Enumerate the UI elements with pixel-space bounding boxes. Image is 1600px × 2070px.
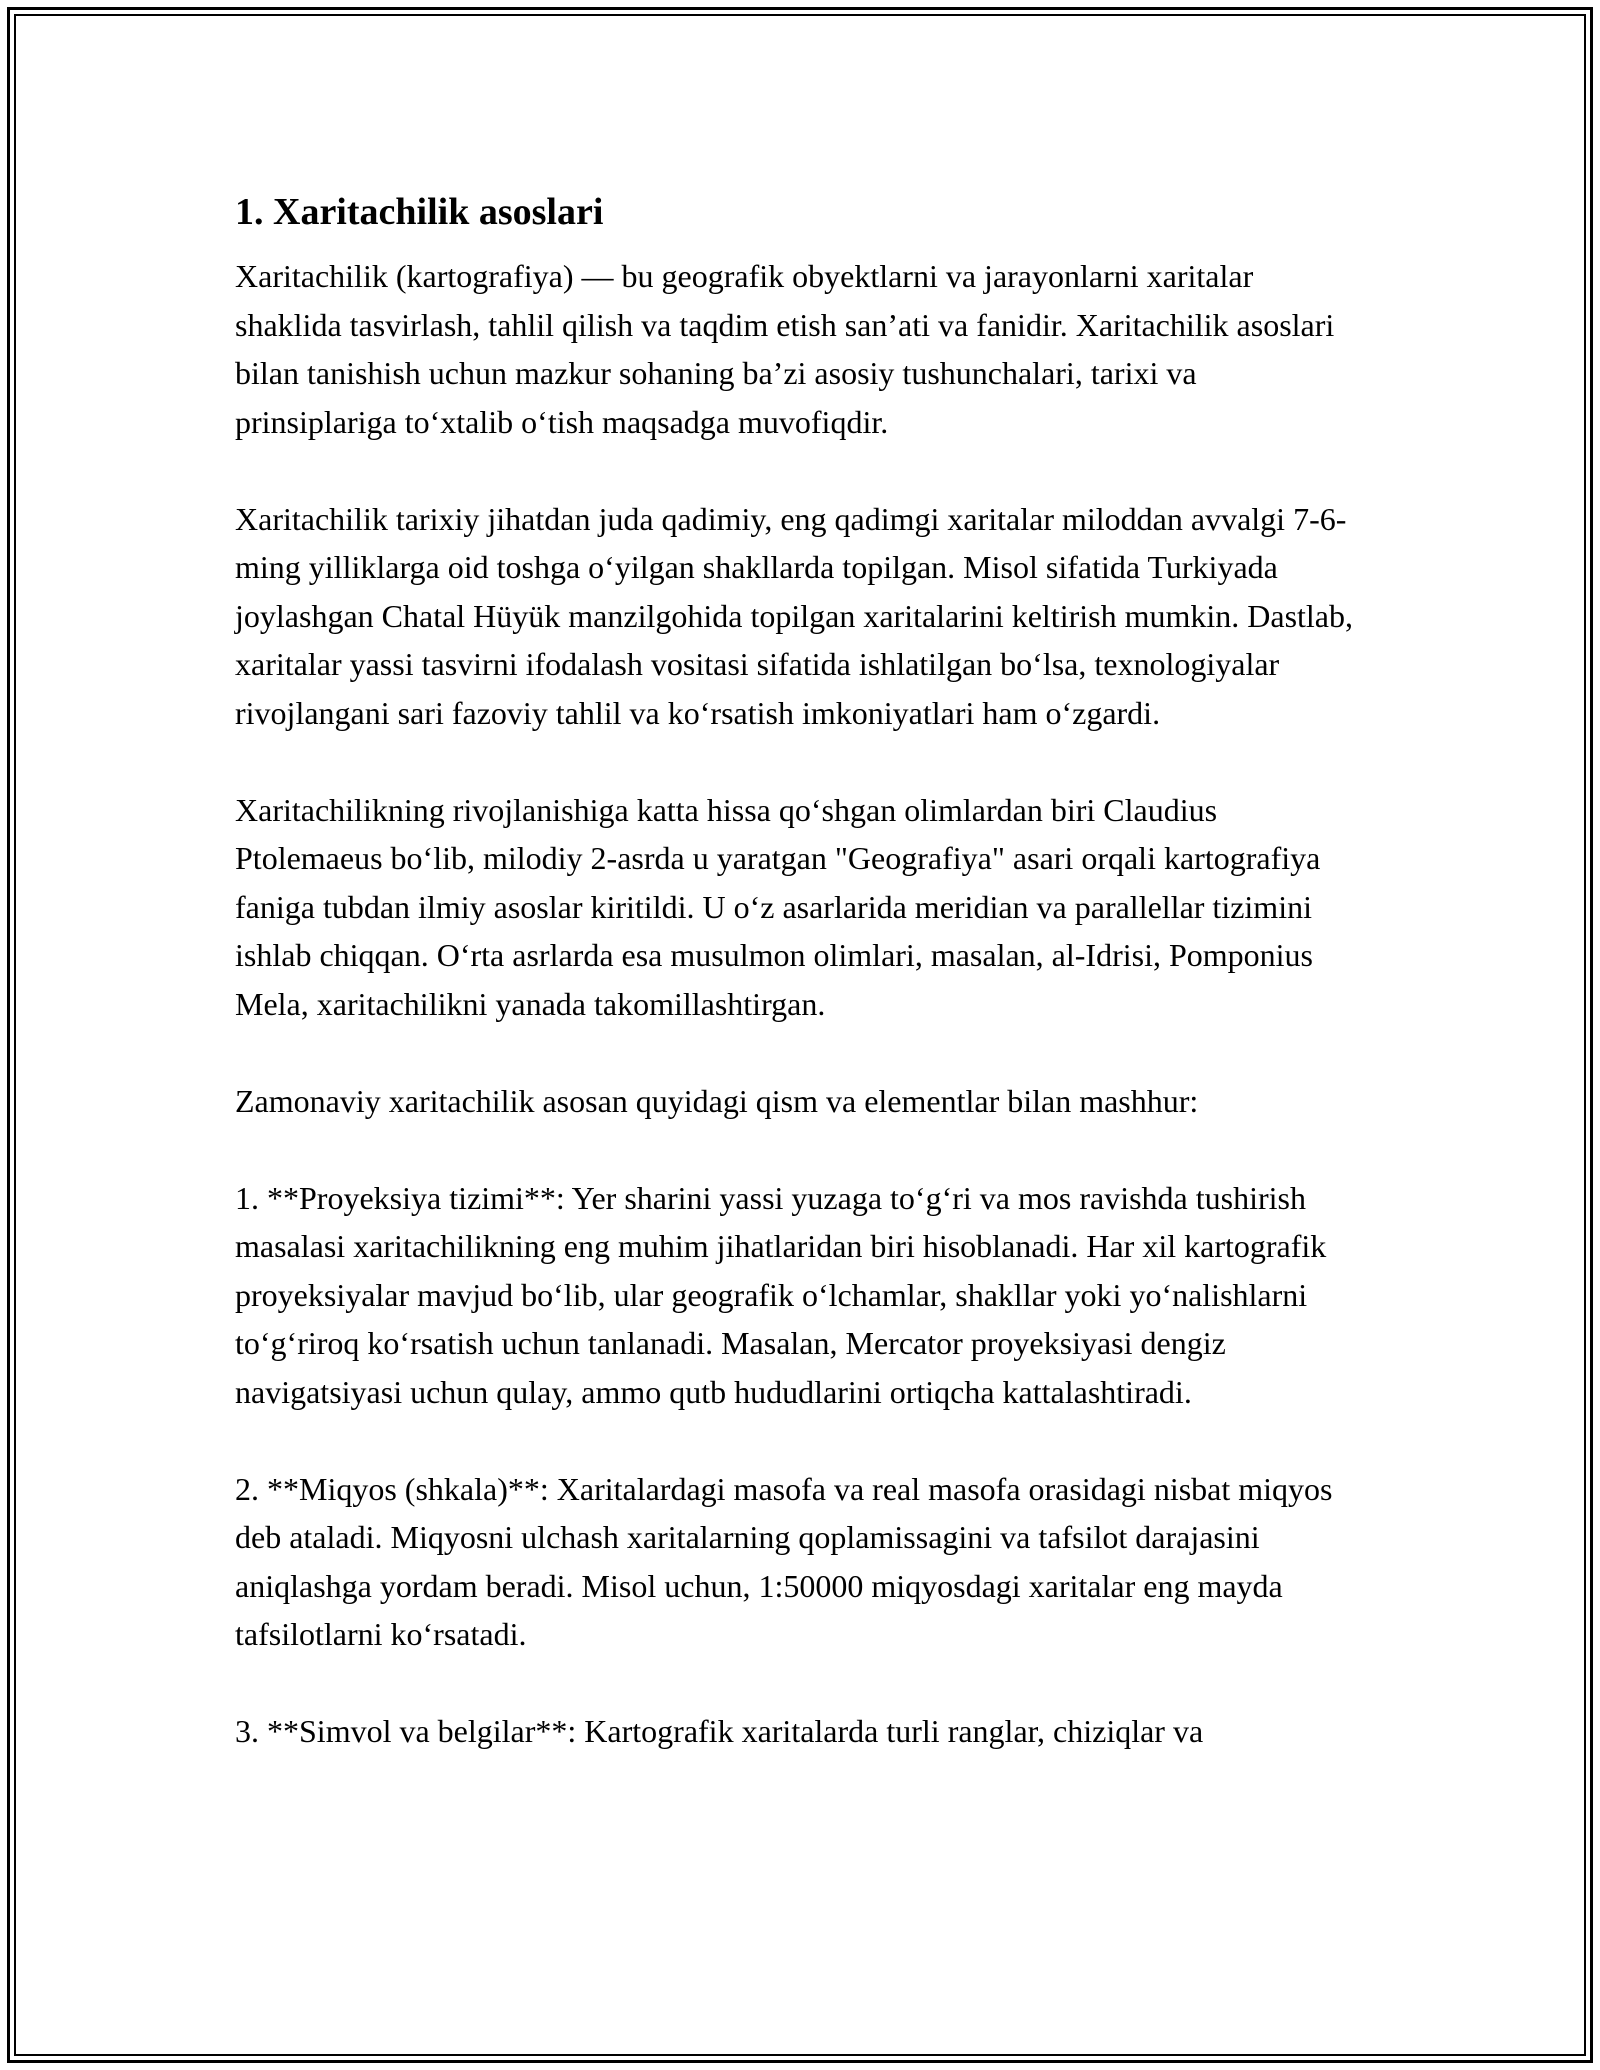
paragraph-intro: Xaritachilik (kartografiya) — bu geografik obyektlarni va jarayonlarni xaritalar shaklida tasvirlash, tahlil qilish va taqdim etish san’ati va fanidir. Xaritachilik asoslari bilan tanishish uchun mazkur sohaning ba’zi asosiy tushunchalari, tarixi va prinsiplariga to‘xtalib o‘tish maqsadga muvofiqdir. (235, 258, 1335, 440)
paragraph-history: Xaritachilik tarixiy jihatdan juda qadimiy, eng qadimgi xaritalar miloddan avvalgi 7-6-ming yilliklarga oid toshga o‘yilgan shakllarda topilgan. Misol sifatida Turkiyada joylashgan Chatal Hüyük manzilgohida topilgan xaritalarini keltirish mumkin. Dastlab, xaritalar yassi tasvirni ifodalash vositasi sifatida ishlatilgan bo‘lsa, texnologiyalar rivojlangani sari fazoviy tahlil va ko‘rsatish imkoniyatlari ham o‘zgardi. (235, 500, 1353, 731)
section-heading: 1. Xaritachilik asoslari (235, 191, 604, 233)
paragraph-ptolemy: Xaritachilikning rivojlanishiga katta hissa qo‘shgan olimlardan biri Claudius Ptolemaeus bo‘lib, milodiy 2-asrda u yaratgan "Geografiya" asari orqali kartografiya faniga tubdan ilmiy asoslar kiritildi. U o‘z asarlarida meridian va parallellar tizimini ishlab chiqqan. O‘rta asrlarda esa musulmon olimlari, masalan, al-Idrisi, Pomponius Mela, xaritachilikni yanada takomillashtirgan. (235, 791, 1321, 1022)
document-body (235, 186, 1365, 1804)
list-item-symbols: 3. **Simvol va belgilar**: Kartografik xaritalarda turli ranglar, chiziqlar va (235, 1713, 1204, 1749)
paragraph-modern-intro: Zamonaviy xaritachilik asosan quyidagi qism va elementlar bilan mashhur: (235, 1082, 1199, 1119)
list-item-projection: 1. **Proyeksiya tizimi**: Yer sharini yassi yuzaga to‘g‘ri va mos ravishda tushirish masalasi xaritachilikning eng muhim jihatlaridan biri hisoblanadi. Har xil kartografik proyeksiyalar mavjud bo‘lib, ular geografik o‘lchamlar, shakllar yoki yo‘nalishlarni to‘g‘riroq ko‘rsatish uchun tanlanadi. Masalan, Mercator proyeksiyasi dengiz navigatsiyasi uchun qulay, ammo qutb hududlarini ortiqcha kattalashtiradi. (235, 1179, 1327, 1410)
list-item-scale: 2. **Miqyos (shkala)**: Xaritalardagi masofa va real masofa orasidagi nisbat miqyos deb ataladi. Miqyosni ulchash xaritalarning qoplamissagini va tafsilot darajasini aniqlashga yordam beradi. Misol uchun, 1:50000 miqyosdagi xaritalar eng mayda tafsilotlarni ko‘rsatadi. (235, 1470, 1333, 1652)
